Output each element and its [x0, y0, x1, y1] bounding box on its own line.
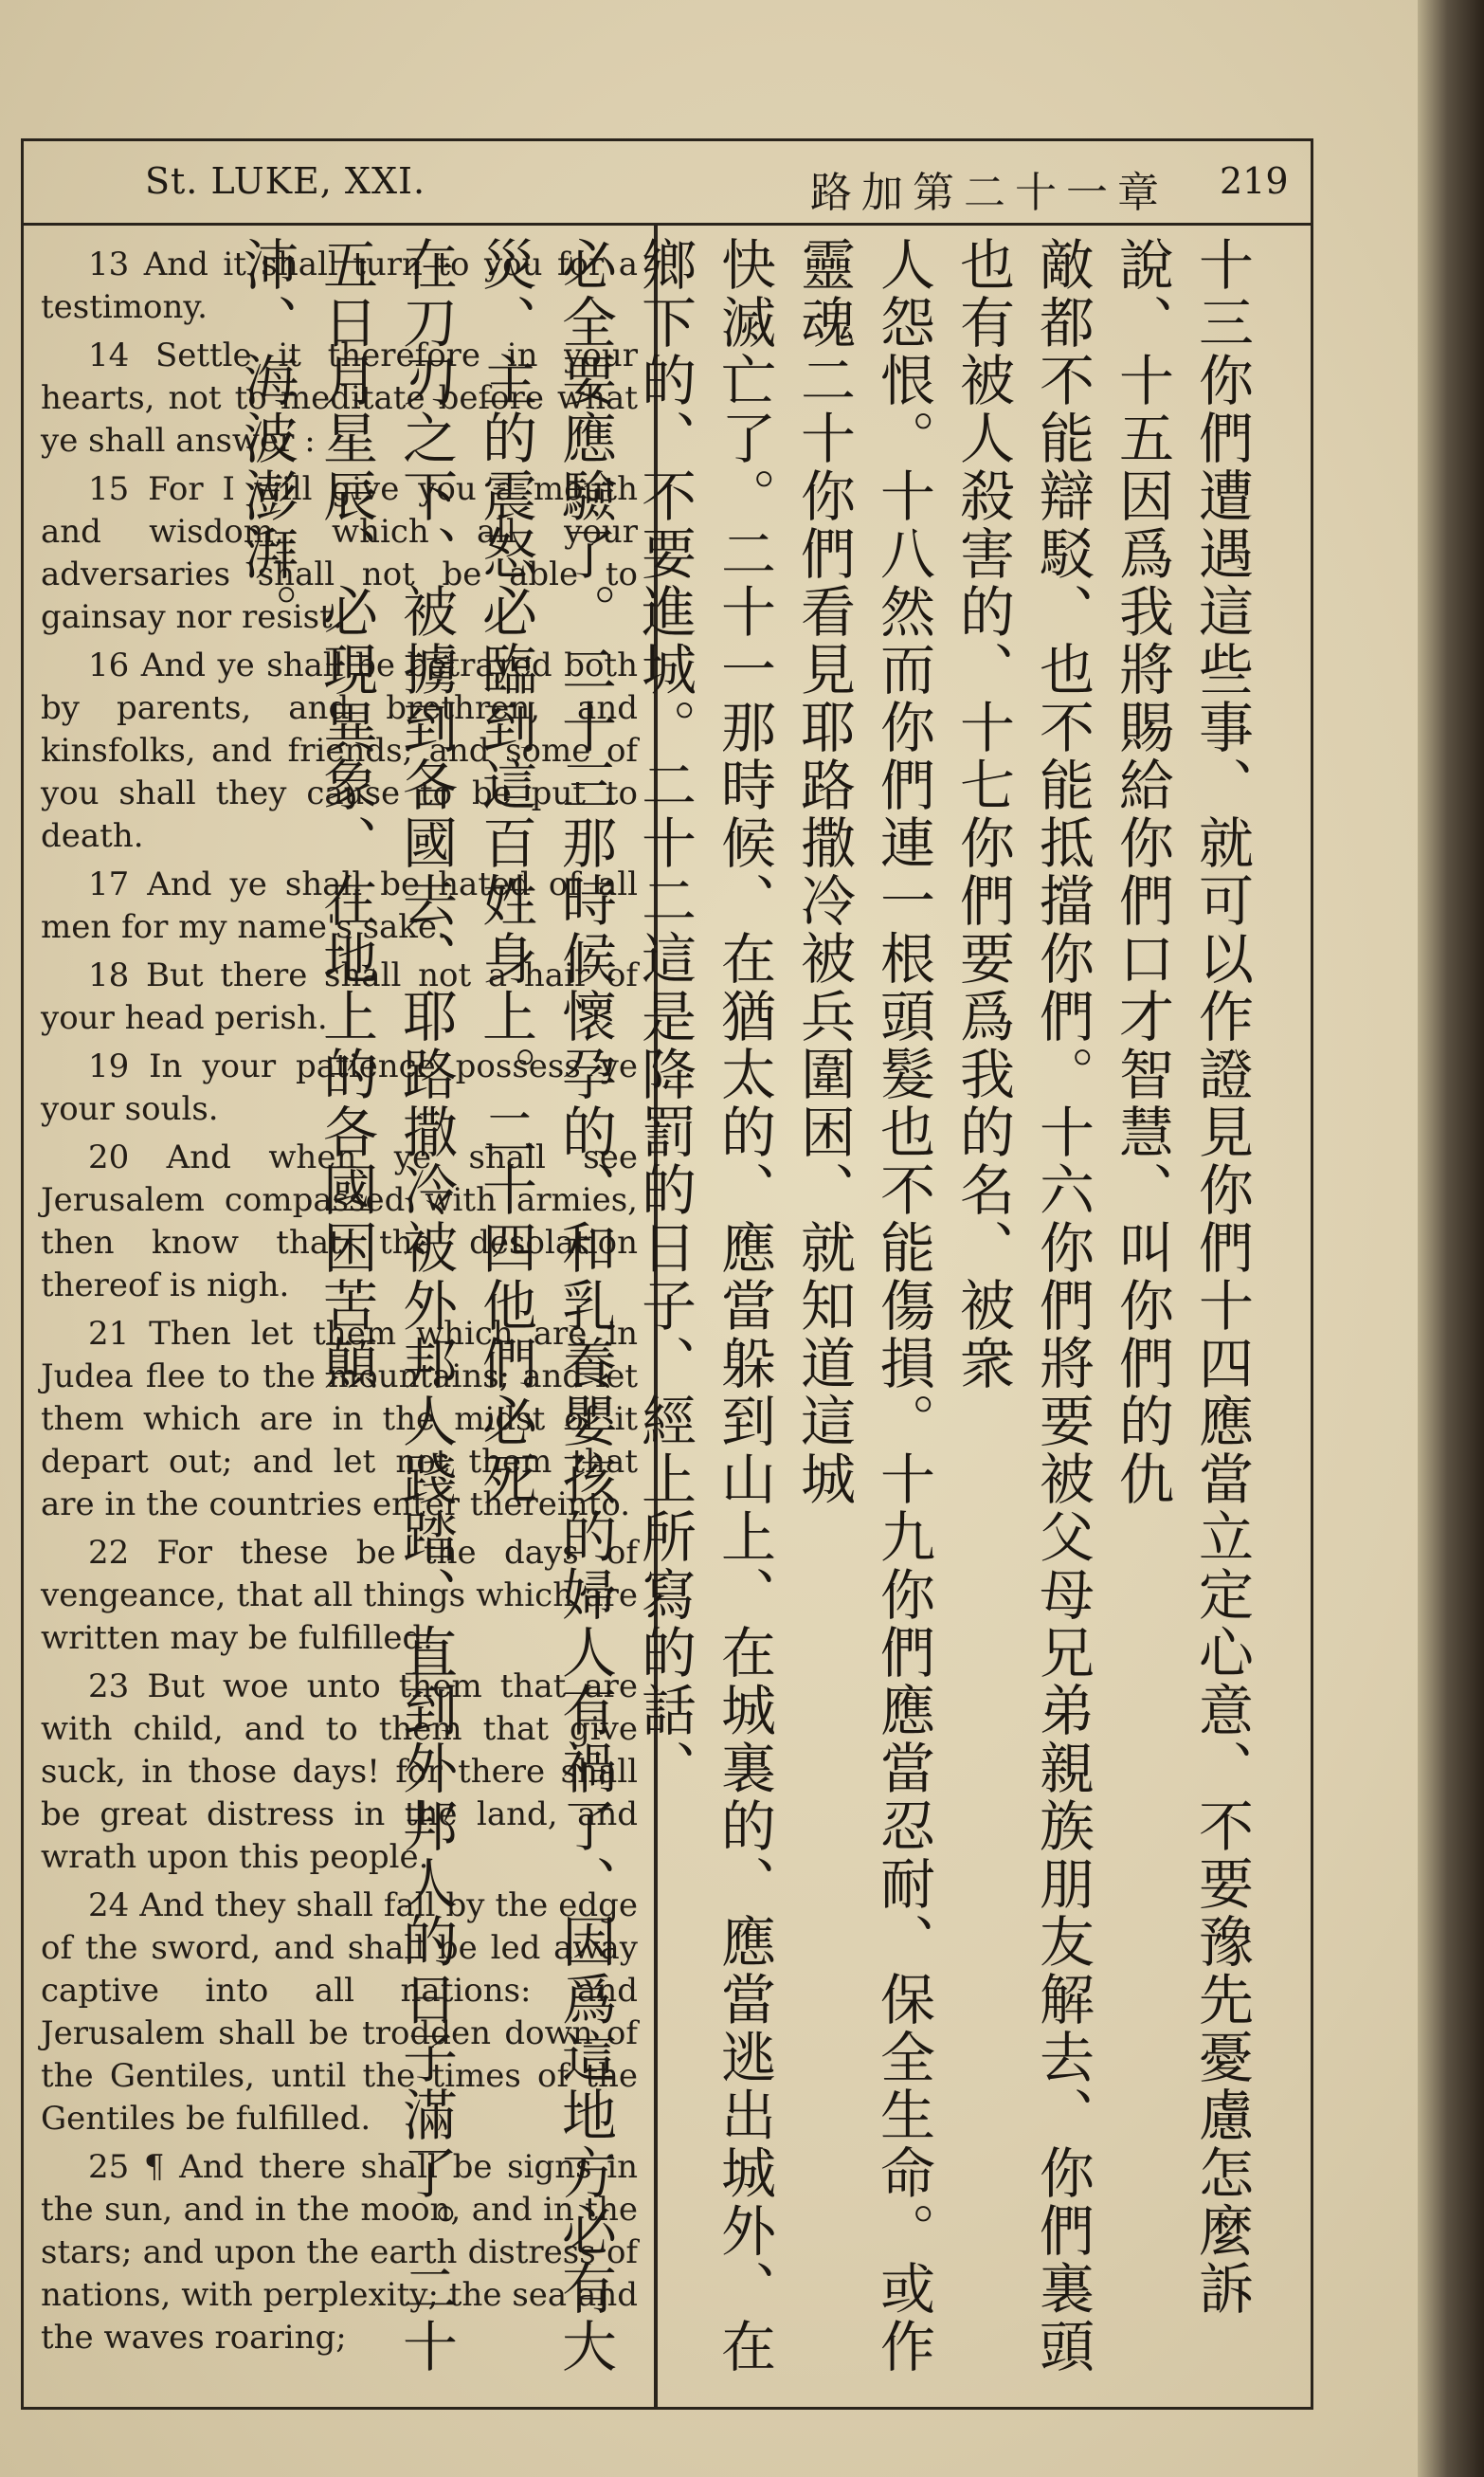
- running-title-chinese: 路加第二十一章: [810, 169, 1168, 217]
- verse-15: 15 For I will give you a mouth and wisdom, which all your adversaries shall not be able to gainsay nor resist.: [41, 470, 638, 636]
- verse-14: 14 Settle it therefore in your hearts, not to meditate before what ye shall answer :: [41, 337, 638, 460]
- chinese-line-3: 人怨恨。十八然而你們連一根頭髮也不能傷損。十九你們應當忍耐、保全生命。或作靈魂二十你們看見耶路撒冷被兵圍困、就知道這城: [791, 236, 935, 2376]
- chinese-line-5: 必全要應驗了。二十三那時候懷孕的、和乳養嬰孩的婦人有禍了、因爲這地方必有大災、主的震怒必臨到這百姓身上。二十四他們必死: [473, 236, 617, 2376]
- verse-19: 19 In your patience possess ye your souls.: [41, 1047, 638, 1128]
- page-header: [24, 141, 1311, 226]
- verse-22: 22 For these be the days of vengeance, that all things which are written may be fulfilled.: [41, 1534, 638, 1657]
- chinese-line-2: 敵都不能辯駁、也不能抵擋你們。十六你們將要被父母兄弟親族朋友解去、你們裏頭也有被人殺害的、十七你們要爲我的名、被衆: [950, 236, 1095, 2376]
- verse-16: 16 And ye shall be betrayed both by parents, and brethren, and kinsfolks, and friends; and some of you shall they cause to be put to death.: [41, 647, 638, 855]
- verse-18: 18 But there shall not a hair of your head perish.: [41, 956, 638, 1037]
- chinese-line-4: 快滅亡了。二十一那時候、在猶太的、應當躲到山上、在城裏的、應當逃出城外、在鄉下的、不要進城。二十二這是降罰的日子、經上所寫的話、: [632, 236, 776, 2376]
- verse-25: 25 ¶ And there shall be signs in the sun, and in the moon, and in the stars; and upon the earth distress of nations, with perplexity; the sea and the waves roaring;: [41, 2148, 638, 2357]
- verse-13: 13 And it shall turn to you for a testimony.: [41, 246, 638, 326]
- verse-24: 24 And they shall fall by the edge of the sword, and shall be led away captive into all nations: and Jerusalem shall be trodden down of the Gentiles, until the times of the Gentiles be fulfilled.: [41, 1886, 638, 2138]
- verse-23: 23 But woe unto them that are with child, and to them that give suck, in those days! for there shall be great distress in the land, and wrath upon this people.: [41, 1667, 638, 1876]
- book-gutter: [1418, 0, 1484, 2477]
- verse-20: 20 And when ye shall see Jerusalem compassed with armies, then know that the desolation thereof is nigh.: [41, 1138, 638, 1304]
- page-frame: [21, 138, 1313, 2410]
- chinese-line-7: 沛、海波澎湃。: [234, 236, 299, 641]
- verse-21: 21 Then let them which are in Judea flee to the mountains; and let them which are in the midst of it depart out; and let not them that are in the countries enter thereinto.: [41, 1315, 638, 1523]
- chinese-line-1: 十三你們遭遇這些事、就可以作證見你們十四應當立定心意、不要豫先憂慮怎麼訴說、十五因爲我將賜給你們口才智慧、叫你們的仇: [1110, 236, 1254, 2318]
- running-title: St. LUKE, XXI.: [145, 160, 426, 202]
- verse-17: 17 And ye shall be hated of all men for my name's sake.: [41, 865, 638, 946]
- page-number: 219: [1220, 160, 1289, 202]
- chinese-line-6: 在刀刃之下、被擄到各國去、耶路撒冷被外邦人踐踏、直到外邦人的日子滿了。二十五日月星辰、必現異象、在地上的各國困苦顛: [314, 236, 458, 2376]
